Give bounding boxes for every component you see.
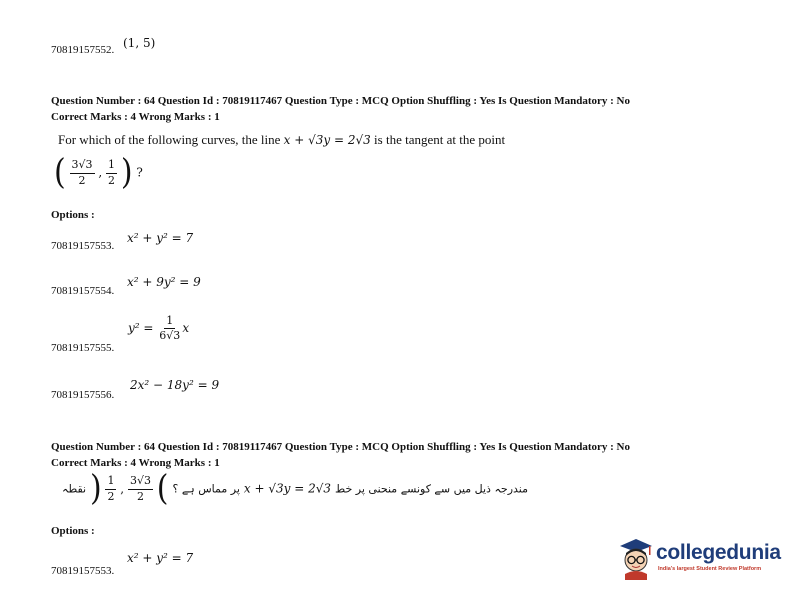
option-formula: x² + y² = 7 [127, 231, 194, 245]
marks-line: Correct Marks : 4 Wrong Marks : 1 [51, 111, 220, 123]
options-label: Options : [51, 209, 95, 221]
option-formula: y² = $\frac{1}{6√3}$ x [128, 314, 190, 343]
tangent-line-equation: x + √3y = 2√3 [283, 133, 371, 147]
option-formula: x² + y² = 7 [127, 551, 194, 565]
question-mark: ? [136, 165, 143, 180]
mascot-icon [616, 536, 656, 580]
option-id: 70819157552. [51, 44, 115, 56]
marks-line: Correct Marks : 4 Wrong Marks : 1 [51, 457, 220, 469]
option-formula: 2x² − 18y² = 9 [130, 378, 220, 392]
option-id: 70819157556. [51, 389, 115, 401]
option-formula: (1, 5) [123, 36, 156, 50]
question-text-urdu: پر مماس ہے ؟ ( $\frac{3√3}{2}$ , $\frac{1}{2}$ ) نقطہ x + √3y = 2√3 مندرجہ ذیل میں سے کونسے منحنی پر خط [62, 468, 528, 509]
logo-tagline: India's largest Student Review Platform [658, 566, 762, 572]
question-header: Question Number : 64 Question Id : 70819117467 Question Type : MCQ Option Shuffling : Yes Is Question Mandatory : No [51, 441, 630, 453]
question-text [58, 132, 505, 148]
urdu-prefix: مندرجہ ذیل میں سے کونسے منحنی پر خط [335, 482, 528, 496]
logo-name: collegedunia [656, 541, 781, 564]
option-id: 70819157554. [51, 285, 115, 297]
option-id: 70819157553. [51, 240, 115, 252]
point-x-fraction: $\frac{3√3}{2}$ [129, 474, 151, 503]
urdu-point-word: نقطہ [62, 482, 87, 496]
option-id: 70819157553. [51, 565, 115, 577]
options-label: Options : [51, 525, 95, 537]
urdu-suffix: پر مماس ہے ؟ [172, 482, 240, 496]
right-paren: ) [120, 152, 133, 193]
collegedunia-logo [616, 536, 781, 580]
option-id: 70819157555. [51, 342, 115, 354]
question-text-part2: is the tangent at the point [374, 132, 506, 147]
point-x-fraction: $\frac{3√3}{2}$ [71, 158, 93, 187]
option-fraction: $\frac{1}{6√3}$ [159, 314, 181, 343]
tangent-line-equation: x + √3y = 2√3 [243, 481, 332, 496]
question-text-part1: For which of the following curves, the line [58, 132, 281, 147]
left-paren: ( [54, 152, 66, 193]
point-y-fraction: $\frac{1}{2}$ [108, 158, 116, 187]
point-y-fraction: $\frac{1}{2}$ [107, 474, 115, 503]
tangent-point: ( $\frac{3√3}{2}$ , $\frac{1}{2}$ ) ? [54, 152, 143, 193]
option-formula: x² + 9y² = 9 [127, 275, 201, 289]
question-header: Question Number : 64 Question Id : 70819117467 Question Type : MCQ Option Shuffling : Yes Is Question Mandatory : No [51, 95, 630, 107]
